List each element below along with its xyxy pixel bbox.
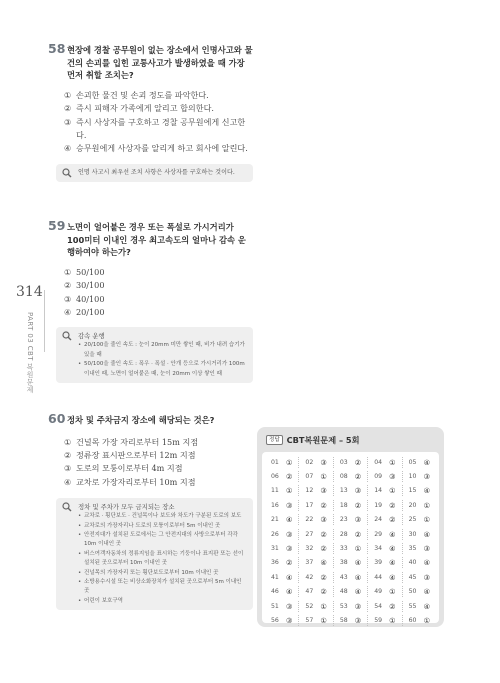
- answer-cell: [299, 514, 333, 525]
- answer-choice: ③: [320, 486, 327, 496]
- answer-choice: ④: [389, 529, 396, 539]
- answer-cell: [403, 601, 436, 612]
- answer-number: 01: [271, 458, 279, 466]
- answer-choice: ③: [354, 486, 362, 496]
- option-2[interactable]: [64, 279, 253, 292]
- option-2[interactable]: [64, 449, 253, 462]
- answer-choice: ②: [285, 558, 293, 568]
- answer-choice: ①: [423, 500, 431, 510]
- answer-cell: [265, 529, 299, 540]
- answer-cell: [334, 557, 368, 568]
- answer-cell: [403, 557, 436, 568]
- answer-choice: ②: [320, 572, 327, 582]
- answer-cell: [403, 529, 436, 540]
- answer-choice: ②: [354, 457, 362, 467]
- explanation-text: 인명 사고시 최우선 조치 사항은 사상자를 구호하는 것이다.: [78, 168, 235, 176]
- answer-cell: [368, 543, 402, 554]
- explanation-item: • 건널목의 가장자리 또는 횡단보도로부터 10m 이내인 곳: [78, 569, 247, 578]
- answer-number: 48: [339, 588, 348, 596]
- answer-choice: ③: [354, 615, 362, 625]
- answer-cell: [368, 572, 402, 583]
- answer-choice: ①: [354, 544, 362, 554]
- answer-cell: [403, 485, 436, 496]
- option-mark: ①: [64, 266, 72, 277]
- answer-number: 33: [339, 545, 348, 553]
- answer-number: 28: [339, 530, 348, 538]
- answer-number: 40: [408, 559, 417, 567]
- answer-row: [265, 570, 436, 584]
- answer-number: 02: [305, 458, 314, 466]
- answer-number: 43: [339, 573, 348, 581]
- answer-choice: ④: [423, 587, 431, 597]
- answer-cell: [265, 586, 299, 597]
- option-1[interactable]: [64, 436, 253, 449]
- answer-cell: [334, 615, 368, 626]
- answer-choice: ④: [423, 529, 431, 539]
- answer-choice: ③: [354, 601, 362, 611]
- explanation-title: 정차 및 주차가 모두 금지되는 장소: [78, 503, 175, 512]
- answer-cell: [334, 586, 368, 597]
- option-mark: ③: [64, 293, 72, 304]
- answer-choice: ①: [320, 615, 327, 625]
- answer-cell: [334, 485, 368, 496]
- answer-cell: [368, 615, 402, 626]
- answer-cell: [299, 471, 333, 482]
- answer-number: 54: [374, 602, 383, 610]
- answer-choice: ④: [354, 587, 362, 597]
- option-1[interactable]: [64, 266, 253, 279]
- explanation-item: • 50/100을 줄인 속도 : 폭우 · 폭설 · 안개 등으로 가시거리가 100m 이내인 때, 노면이 얼어붙은 때, 눈이 20mm 이상 쌓인 때: [78, 360, 247, 379]
- option-2[interactable]: [64, 102, 253, 115]
- answer-grid: [262, 452, 439, 623]
- option-mark: ④: [64, 476, 72, 487]
- answer-cell: [299, 529, 333, 540]
- answer-cell: [299, 543, 333, 554]
- answer-choice: ④: [423, 486, 431, 496]
- answer-cell: [265, 572, 299, 583]
- answer-number: 58: [339, 616, 348, 624]
- answer-number: 21: [271, 516, 279, 524]
- answer-choice: ④: [285, 587, 293, 597]
- answer-cell: [299, 557, 333, 568]
- answer-choice: ③: [320, 515, 327, 525]
- option-mark: ③: [64, 116, 72, 127]
- answer-choice: ③: [320, 457, 327, 467]
- answer-number: 08: [339, 473, 348, 481]
- answer-number: 23: [339, 516, 348, 524]
- answer-number: 52: [305, 602, 314, 610]
- answer-key-title: CBT복원문제 – 5회: [286, 434, 360, 445]
- answer-number: 32: [305, 545, 314, 553]
- answer-number: 03: [339, 458, 348, 466]
- option-text: 30/100: [76, 280, 105, 291]
- answer-cell: [265, 601, 299, 612]
- answer-row: [265, 585, 436, 599]
- answer-number: 20: [408, 501, 417, 509]
- answer-cell: [403, 572, 436, 583]
- answer-number: 45: [408, 573, 417, 581]
- answer-number: 12: [305, 487, 314, 495]
- answer-number: 11: [271, 487, 279, 495]
- option-list: [48, 266, 253, 320]
- answer-number: 38: [339, 559, 348, 567]
- answer-number: 37: [305, 559, 314, 567]
- answer-choice: ②: [389, 515, 396, 525]
- answer-number: 47: [305, 588, 314, 596]
- answer-cell: [265, 557, 299, 568]
- answer-number: 51: [271, 602, 279, 610]
- answer-number: 59: [374, 616, 383, 624]
- answer-number: 14: [374, 487, 383, 495]
- answer-number: 06: [271, 473, 279, 481]
- option-list: [48, 436, 253, 490]
- option-text: 손괴한 물건 및 손괴 정도를 파악한다.: [76, 89, 209, 100]
- answer-cell: [368, 557, 402, 568]
- question-header: [48, 411, 253, 427]
- answer-choice: ②: [354, 529, 362, 539]
- explanation-item: • 20/100을 줄인 속도 : 눈이 20mm 미만 쌓인 때, 비가 내려 습기가 있을 때: [78, 341, 247, 360]
- option-text: 40/100: [76, 293, 105, 304]
- answer-cell: [403, 543, 436, 554]
- answer-cell: [334, 601, 368, 612]
- option-3[interactable]: [64, 293, 253, 306]
- option-text: 정류장 표시판으로부터 12m 지점: [76, 450, 196, 460]
- answer-cell: [368, 457, 402, 468]
- answer-badge: 정답: [266, 435, 283, 445]
- answer-number: 50: [408, 588, 417, 596]
- answer-number: 27: [305, 530, 314, 538]
- answer-number: 10: [408, 473, 417, 481]
- answer-choice: ①: [389, 486, 396, 496]
- answer-cell: [334, 514, 368, 525]
- explanation-box: [56, 327, 253, 383]
- option-text: 20/100: [76, 307, 105, 317]
- answer-number: 35: [408, 545, 417, 553]
- answer-cell: [265, 457, 299, 468]
- option-text: 건널목 가장 자리로부터 15m 지점: [76, 436, 199, 447]
- answer-cell: [265, 500, 299, 511]
- answer-number: 60: [408, 616, 417, 624]
- answer-choice: ②: [320, 500, 327, 510]
- answer-number: 09: [374, 473, 383, 481]
- question-header: [48, 41, 253, 82]
- answer-number: 25: [408, 516, 417, 524]
- option-mark: ①: [64, 436, 72, 447]
- answer-number: 53: [339, 602, 348, 610]
- answer-key: [257, 427, 444, 627]
- answer-choice: ②: [320, 544, 327, 554]
- answer-choice: ④: [389, 544, 396, 554]
- answer-cell: [403, 471, 436, 482]
- answer-cell: [334, 543, 368, 554]
- answer-choice: ②: [354, 472, 362, 482]
- answer-number: 36: [271, 559, 279, 567]
- explanation-box: [56, 164, 253, 182]
- answer-choice: ①: [389, 615, 396, 625]
- question-number: 59: [48, 218, 66, 233]
- answer-choice: ①: [285, 457, 293, 467]
- answer-row: [265, 613, 436, 627]
- option-4[interactable]: [64, 142, 253, 155]
- option-mark: ②: [64, 280, 72, 291]
- explanation-item: • 안전지대가 설치된 도로에서는 그 안전지대의 사방으로부터 각각 10m 이내인 곳: [78, 531, 247, 550]
- explanation-title: 감속 운행: [78, 332, 105, 341]
- answer-number: 39: [374, 559, 383, 567]
- answer-choice: ①: [389, 457, 396, 467]
- answer-cell: [299, 601, 333, 612]
- answer-row: [265, 599, 436, 613]
- explanation-item: • 소방용수시설 또는 비상소화장치가 설치된 곳으로부터 5m 이내인 곳: [78, 578, 247, 597]
- answer-choice: ④: [285, 572, 293, 582]
- explanation-item: • 버스여객자동차의 정류지임을 표시하는 기둥이나 표지판 또는 선이 설치된 곳으로부터 10m 이내인 곳: [78, 550, 247, 569]
- option-text: 도로의 모퉁이로부터 4m 지점: [76, 463, 183, 474]
- answer-choice: ③: [423, 472, 431, 482]
- answer-choice: ③: [285, 544, 293, 554]
- answer-choice: ③: [285, 529, 293, 539]
- answer-cell: [403, 457, 436, 468]
- option-mark: ②: [64, 450, 72, 460]
- answer-number: 05: [408, 458, 417, 466]
- page-number: 314: [16, 284, 43, 300]
- answer-choice: ③: [285, 615, 293, 625]
- answer-cell: [334, 500, 368, 511]
- answer-cell: [368, 601, 402, 612]
- answer-choice: ④: [320, 558, 327, 568]
- answer-number: 44: [374, 573, 383, 581]
- option-text: 교차로 가장자리로부터 10m 지점: [76, 476, 196, 487]
- explanation-item: • 어린이 보호구역: [78, 597, 247, 606]
- answer-cell: [368, 500, 402, 511]
- option-3[interactable]: [64, 116, 253, 143]
- answer-number: 34: [374, 545, 383, 553]
- answer-number: 41: [271, 573, 279, 581]
- answer-cell: [368, 471, 402, 482]
- answer-cell: [403, 586, 436, 597]
- option-text: 승무원에게 사상자를 알리게 하고 회사에 알린다.: [76, 143, 248, 154]
- answer-choice: ④: [354, 558, 362, 568]
- option-mark: ④: [64, 307, 72, 317]
- answer-choice: ②: [354, 500, 362, 510]
- question-number: 60: [48, 411, 66, 426]
- answer-choice: ④: [423, 601, 431, 611]
- answer-row: [265, 541, 436, 555]
- magnifier-icon: [62, 168, 72, 178]
- answer-key-header: [262, 432, 439, 448]
- answer-number: 18: [339, 501, 348, 509]
- answer-row: [265, 513, 436, 527]
- answer-number: 31: [271, 545, 279, 553]
- answer-choice: ③: [285, 601, 293, 611]
- explanation-list: [78, 341, 247, 379]
- answer-choice: ②: [389, 601, 396, 611]
- answer-choice: ③: [423, 544, 431, 554]
- explanation-item: • 교차로 · 횡단보도 · 건널목이나 보도와 차도가 구분된 도로의 보도: [78, 512, 247, 521]
- answer-number: 57: [305, 616, 314, 624]
- answer-choice: ①: [320, 601, 327, 611]
- question-59: [48, 218, 253, 383]
- answer-cell: [299, 485, 333, 496]
- answer-number: 15: [408, 487, 417, 495]
- answer-choice: ②: [320, 529, 327, 539]
- answer-cell: [265, 471, 299, 482]
- answer-choice: ①: [285, 486, 293, 496]
- answer-choice: ②: [285, 472, 293, 482]
- answer-choice: ③: [423, 572, 431, 582]
- question-text: 정차 및 주차금지 장소에 해당되는 것은?: [67, 415, 215, 425]
- option-list: [48, 89, 253, 156]
- option-mark: ①: [64, 89, 72, 100]
- answer-row: [265, 556, 436, 570]
- answer-cell: [299, 457, 333, 468]
- question-60: [48, 411, 253, 610]
- answer-choice: ④: [423, 558, 431, 568]
- answer-choice: ③: [285, 500, 293, 510]
- answer-row: [265, 455, 436, 469]
- answer-row: [265, 527, 436, 541]
- answer-choice: ①: [423, 515, 431, 525]
- explanation-box: [56, 498, 253, 610]
- explanation-item: • 교차로의 가장자리나 도로의 모퉁이로부터 5m 이내인 곳: [78, 522, 247, 531]
- answer-number: 56: [271, 616, 279, 624]
- answer-number: 17: [305, 501, 314, 509]
- option-4[interactable]: [64, 306, 253, 319]
- option-mark: ④: [64, 143, 72, 154]
- answer-number: 16: [271, 501, 279, 509]
- answer-cell: [265, 514, 299, 525]
- answer-choice: ④: [389, 558, 396, 568]
- answer-choice: ④: [389, 572, 396, 582]
- answer-number: 24: [374, 516, 383, 524]
- answer-cell: [403, 514, 436, 525]
- explanation-list: [78, 512, 247, 606]
- option-4[interactable]: [64, 476, 253, 489]
- option-mark: ②: [64, 103, 72, 114]
- answer-cell: [299, 572, 333, 583]
- answer-number: 07: [305, 473, 314, 481]
- answer-cell: [334, 457, 368, 468]
- answer-cell: [368, 485, 402, 496]
- answer-number: 13: [339, 487, 348, 495]
- question-text: 현장에 경찰 공무원이 없는 장소에서 인명사고와 물건의 손괴를 입힌 교통사고가 발생하였을 때 가장 먼저 취할 조치는?: [67, 45, 253, 81]
- option-1[interactable]: [64, 89, 253, 102]
- answer-number: 42: [305, 573, 314, 581]
- option-text: 즉시 사상자를 구호하고 경찰 공무원에게 신고한다.: [76, 116, 246, 140]
- magnifier-icon: [62, 502, 72, 512]
- answer-number: 49: [374, 588, 383, 596]
- answer-number: 26: [271, 530, 279, 538]
- answer-number: 30: [408, 530, 417, 538]
- answer-choice: ④: [423, 457, 431, 467]
- answer-row: [265, 484, 436, 498]
- answer-choice: ④: [354, 572, 362, 582]
- answer-cell: [299, 615, 333, 626]
- answer-number: 19: [374, 501, 383, 509]
- answer-choice: ①: [320, 472, 327, 482]
- margin-divider: [44, 290, 45, 352]
- answer-cell: [368, 514, 402, 525]
- answer-cell: [299, 500, 333, 511]
- answer-number: 04: [374, 458, 383, 466]
- answer-number: 46: [271, 588, 279, 596]
- answer-choice: ④: [285, 515, 293, 525]
- running-head: PART 03 CBT 복원문제: [26, 312, 34, 394]
- answer-row: [265, 498, 436, 512]
- answer-cell: [403, 615, 436, 626]
- answer-choice: ①: [423, 615, 431, 625]
- answer-cell: [334, 471, 368, 482]
- question-58: [48, 41, 253, 182]
- answer-cell: [265, 615, 299, 626]
- option-3[interactable]: [64, 462, 253, 475]
- magnifier-icon: [62, 331, 72, 341]
- question-header: [48, 218, 253, 259]
- answer-cell: [368, 586, 402, 597]
- question-text: 노면이 얼어붙은 경우 또는 폭설로 가시거리가 100미터 이내인 경우 최고속도의 얼마나 감속 운행하여야 하는가?: [67, 222, 246, 258]
- answer-number: 22: [305, 516, 314, 524]
- option-text: 50/100: [76, 266, 105, 277]
- answer-cell: [334, 572, 368, 583]
- answer-cell: [299, 586, 333, 597]
- answer-cell: [403, 500, 436, 511]
- answer-cell: [265, 485, 299, 496]
- answer-choice: ③: [389, 472, 396, 482]
- answer-cell: [265, 543, 299, 554]
- answer-choice: ②: [389, 500, 396, 510]
- question-number: 58: [48, 41, 66, 56]
- option-text: 즉시 피해자 가족에게 알리고 합의한다.: [76, 103, 214, 114]
- answer-choice: ③: [354, 515, 362, 525]
- answer-cell: [368, 529, 402, 540]
- answer-choice: ①: [389, 587, 396, 597]
- answer-cell: [334, 529, 368, 540]
- answer-row: [265, 469, 436, 483]
- option-mark: ③: [64, 463, 72, 474]
- answer-number: 55: [408, 602, 417, 610]
- answer-number: 29: [374, 530, 383, 538]
- answer-choice: ②: [320, 587, 327, 597]
